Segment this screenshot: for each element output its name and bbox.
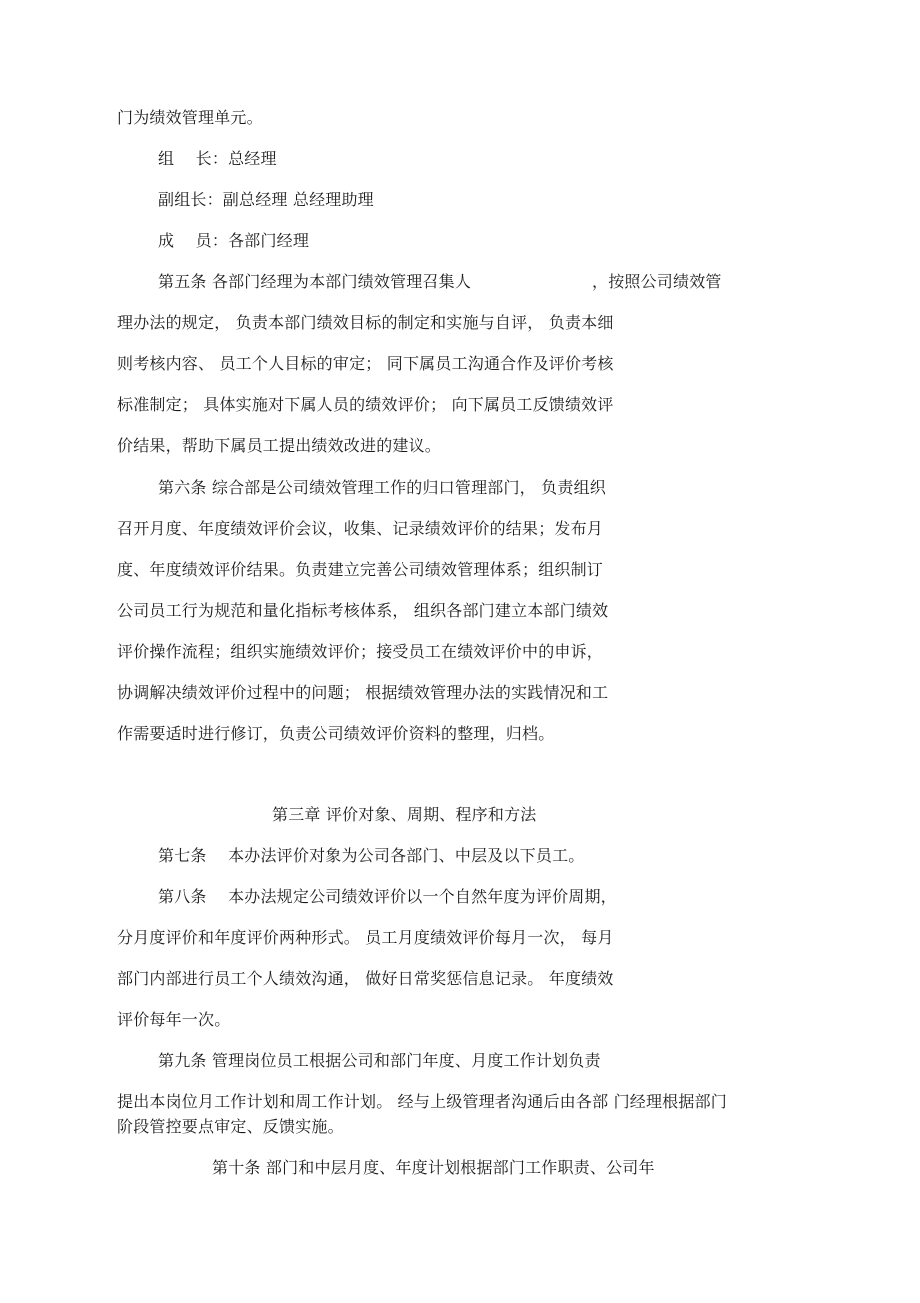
text-line: 第六条 综合部是公司绩效管理工作的归口管理部门， 负责组织 <box>158 478 606 497</box>
text-line: 价结果，帮助下属员工提出绩效改进的建议。 <box>117 436 442 455</box>
text-line: 标准制定； 具体实施对下属人员的绩效评价； 向下属员工反馈绩效评 <box>117 395 614 414</box>
text-line: 作需要适时进行修订，负责公司绩效评价资料的整理，归档。 <box>117 724 555 743</box>
text-line: 度、年度绩效评价结果。负责建立完善公司绩效管理体系；组织制订 <box>117 560 604 579</box>
text-line: 组 长：总经理 <box>158 149 277 168</box>
text-line: ，按照公司绩效管 <box>592 272 722 291</box>
text-line: 提出本岗位月工作计划和周工作计划。 经与上级管理者沟通后由各部 门经理根据部门 <box>117 1092 727 1111</box>
text-line: 副组长：副总经理 总经理助理 <box>158 190 374 209</box>
text-line: 评价每年一次。 <box>117 1010 231 1029</box>
text-line: 成 员：各部门经理 <box>158 231 310 250</box>
chapter-heading: 第三章 评价对象、周期、程序和方法 <box>272 805 537 824</box>
text-line: 部门内部进行员工个人绩效沟通， 做好日常奖惩信息记录。 年度绩效 <box>117 969 614 988</box>
text-line: 第十条 部门和中层月度、年度计划根据部门工作职责、公司年 <box>212 1158 655 1177</box>
text-line: 门为绩效管理单元。 <box>117 108 263 127</box>
text-line: 则考核内容、 员工个人目标的审定； 同下属员工沟通合作及评价考核 <box>117 354 614 373</box>
text-line: 第七条 本办法评价对象为公司各部门、中层及以下员工。 <box>158 846 585 865</box>
text-line: 理办法的规定， 负责本部门绩效目标的制定和实施与自评， 负责本细 <box>117 313 614 332</box>
text-line: 公司员工行为规范和量化指标考核体系， 组织各部门建立本部门绩效 <box>117 601 609 620</box>
text-line: 第九条 管理岗位员工根据公司和部门年度、月度工作计划负责 <box>158 1051 601 1070</box>
text-line: 阶段管控要点审定、反馈实施。 <box>117 1117 344 1136</box>
text-line: 第八条 本办法规定公司绩效评价以一个自然年度为评价周期， <box>158 887 617 906</box>
text-line: 分月度评价和年度评价两种形式。 员工月度绩效评价每月一次， 每月 <box>117 928 614 947</box>
text-line: 召开月度、年度绩效评价会议，收集、记录绩效评价的结果；发布月 <box>117 519 604 538</box>
text-line: 协调解决绩效评价过程中的问题； 根据绩效管理办法的实践情况和工 <box>117 683 609 702</box>
text-line: 第五条 各部门经理为本部门绩效管理召集人 <box>158 272 472 291</box>
text-line: 评价操作流程；组织实施绩效评价；接受员工在绩效评价中的申诉， <box>117 642 604 661</box>
